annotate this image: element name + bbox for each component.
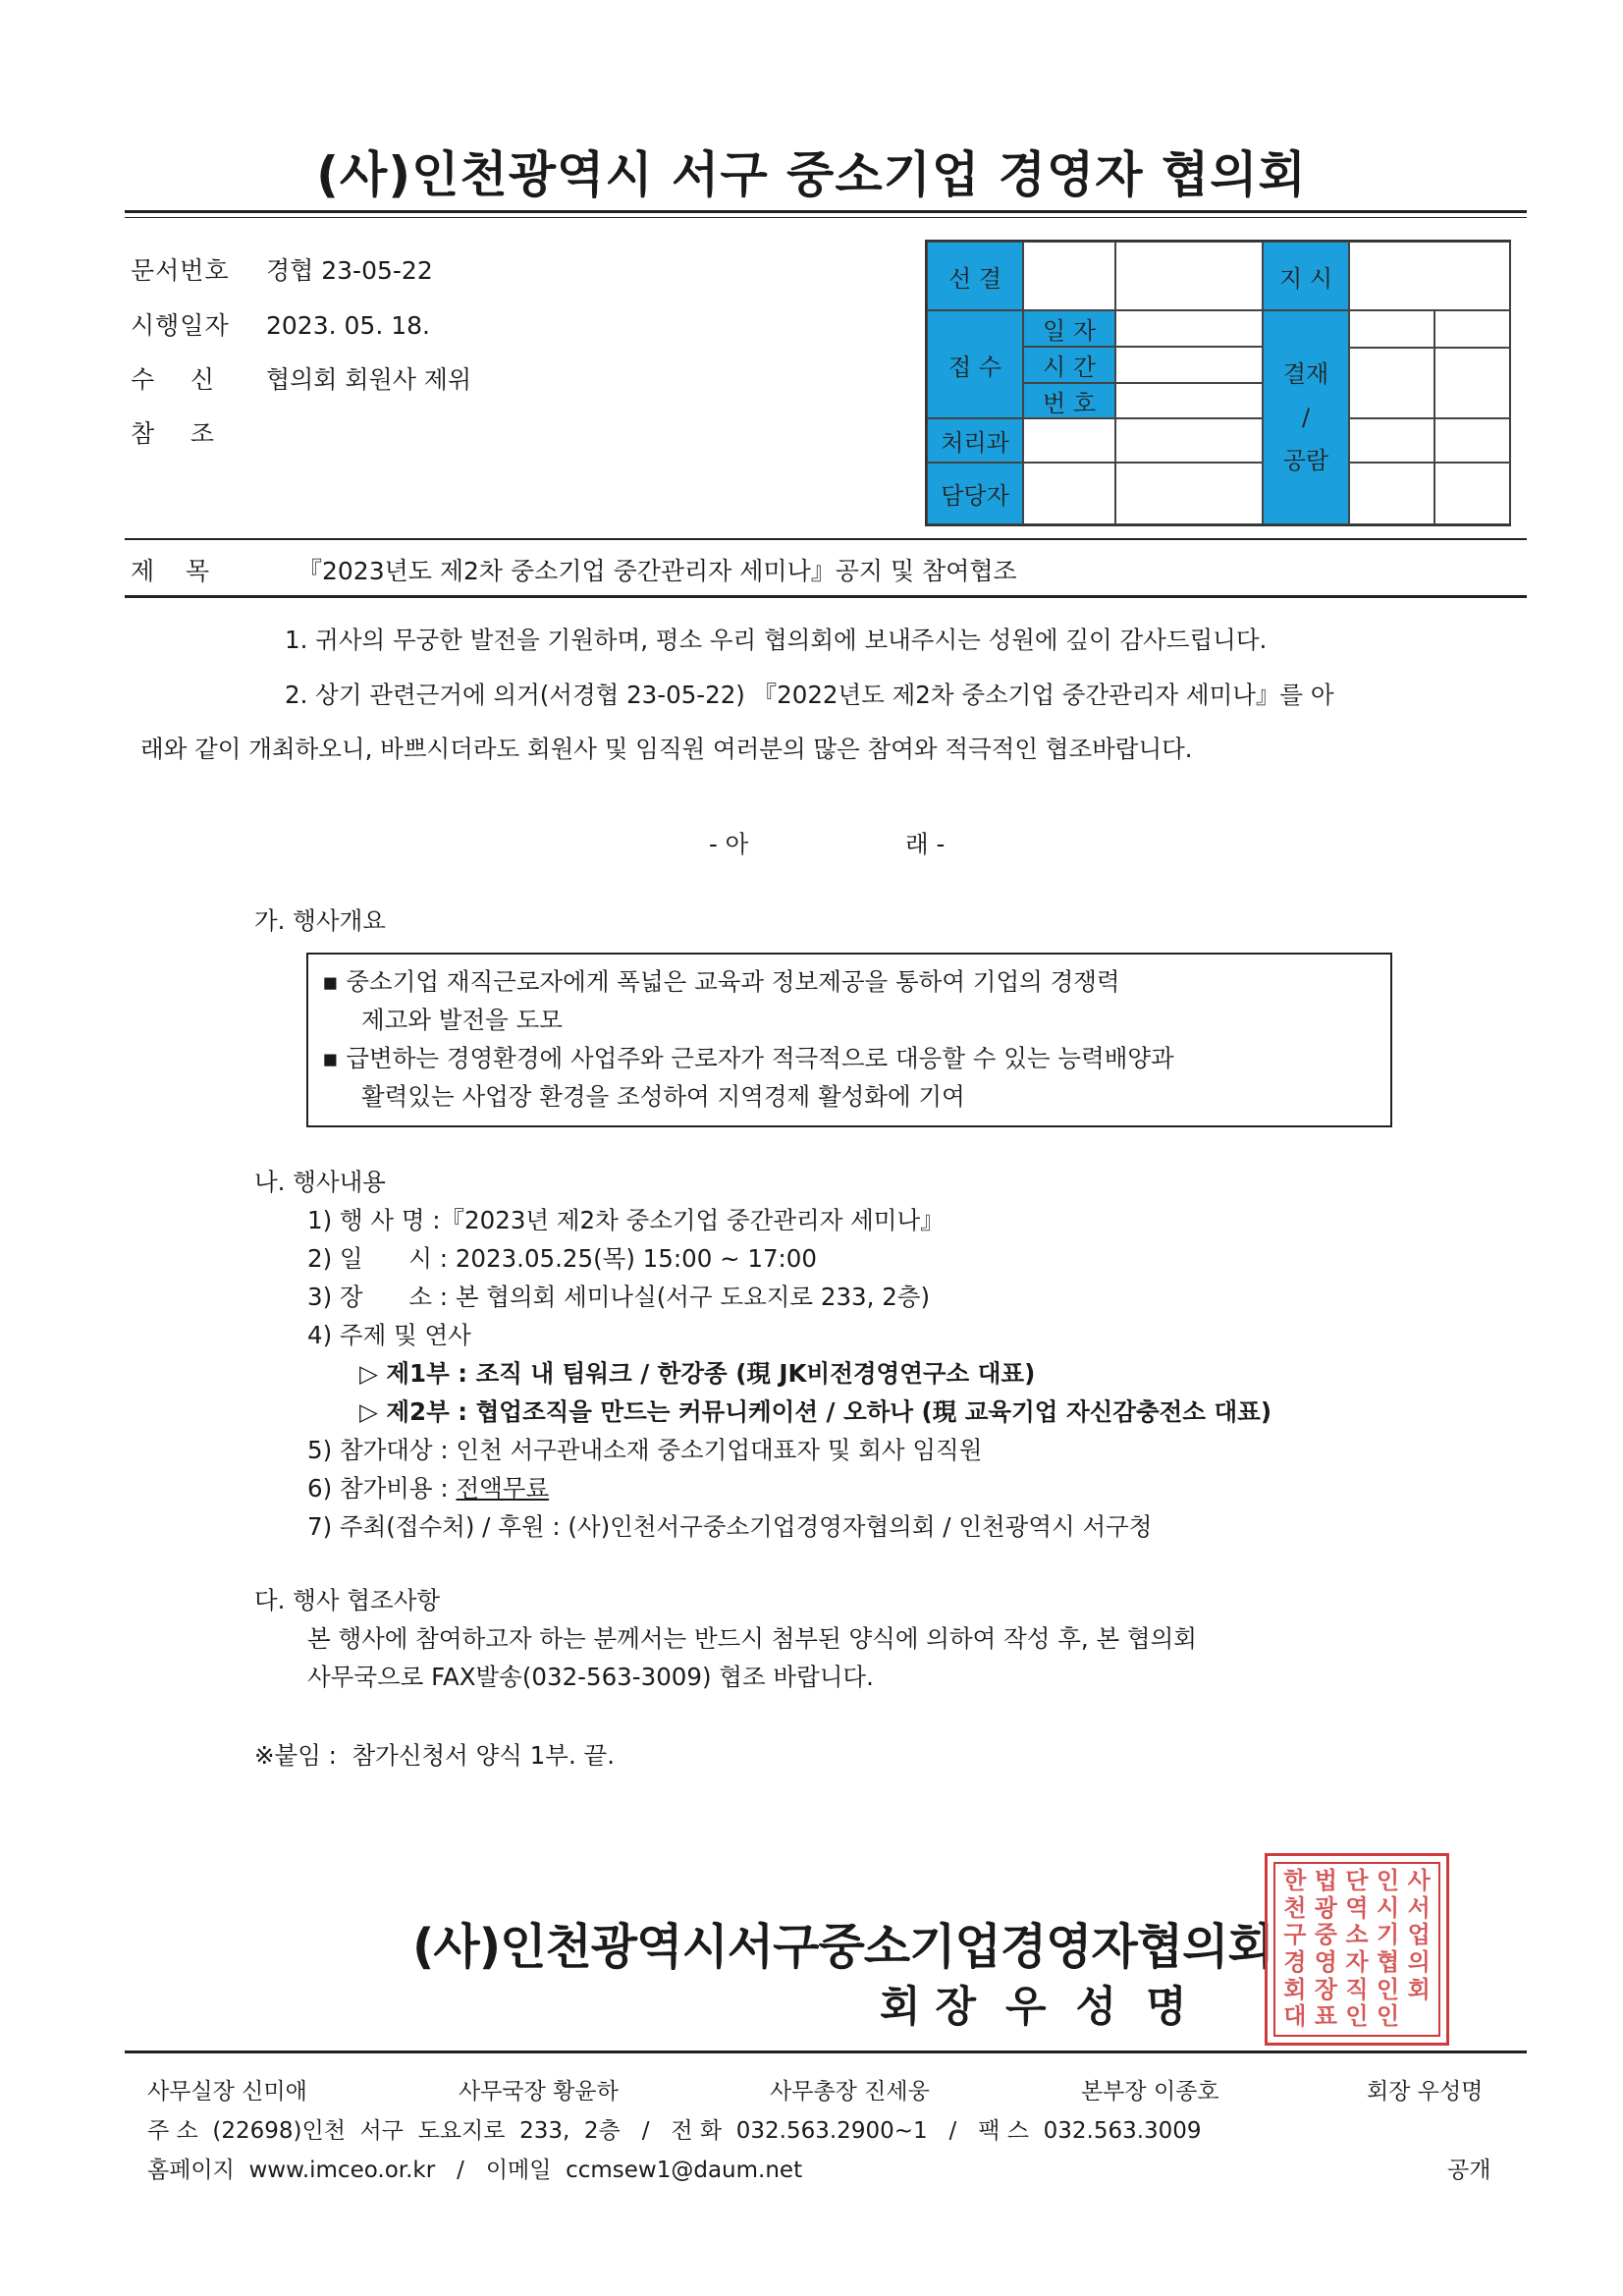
seal-char: 한 <box>1283 1867 1307 1894</box>
doc-number-value: 경협 23-05-22 <box>266 256 433 285</box>
title-divider-thick <box>125 210 1527 213</box>
receipt-number-label: 번 호 <box>1023 383 1115 418</box>
approval-cell <box>1434 348 1511 418</box>
cooperation-line-1: 본 행사에 참여하고자 하는 분께서는 반드시 첨부된 양식에 의하여 작성 후, 본 협의회 <box>307 1624 1197 1653</box>
approval-cell <box>1349 463 1434 524</box>
subject-top-divider <box>125 538 1527 540</box>
event-name: 1) 행 사 명 :『2023년 제2차 중소기업 중간관리자 세미나』 <box>307 1206 945 1234</box>
seal-char: 업 <box>1407 1921 1431 1949</box>
doc-number-row <box>131 251 433 287</box>
staff-chairman: 회장 우성명 <box>1367 2079 1484 2105</box>
review-label: 공람 <box>1282 447 1329 474</box>
handling-dept-cell-2 <box>1115 418 1263 463</box>
seal-char: 인 <box>1377 1867 1400 1894</box>
seal-char: 법 <box>1314 1867 1337 1894</box>
body-paragraph-2b: 래와 같이 개최하오니, 바쁘시더라도 회원사 및 임직원 여러분의 많은 참여와 적극적인 협조바랍니다. <box>140 735 1193 763</box>
title-divider-thin <box>125 217 1527 218</box>
seal-char: 구 <box>1283 1921 1307 1949</box>
approval-cell <box>1434 463 1511 524</box>
seal-characters <box>1279 1868 1434 2031</box>
seal-char: 영 <box>1314 1947 1337 1976</box>
staff-head-of-division: 본부장 이종호 <box>1081 2079 1219 2105</box>
approval-label: 결재 <box>1282 360 1329 388</box>
person-in-charge-cell-2 <box>1115 463 1263 524</box>
attachment-note: ※붙임 : 참가신청서 양식 1부. 끝. <box>254 1741 616 1770</box>
handling-dept-cell <box>1023 418 1115 463</box>
event-fee-label: 6) 참가비용 : <box>307 1474 457 1503</box>
cooperation-line-2: 사무국으로 FAX발송(032-563-3009) 협조 바랍니다. <box>307 1663 874 1691</box>
seal-char: 인 <box>1377 2002 1400 2031</box>
approval-cell <box>1349 348 1434 418</box>
recipient-row <box>131 360 471 396</box>
receipt-date-label: 일 자 <box>1023 310 1115 347</box>
staff-secretary-general: 사무총장 진세웅 <box>770 2079 930 2105</box>
issue-date-row <box>131 306 430 342</box>
notice-heading-right: 래 - <box>905 830 946 858</box>
receipt-time-cell <box>1115 347 1263 383</box>
overview-bullet-1b: 제고와 발전을 도모 <box>361 1006 563 1034</box>
seal-char: 자 <box>1345 1947 1369 1976</box>
pre-approval-cell-2 <box>1115 242 1263 310</box>
section-na-title: 나. 행사내용 <box>254 1168 386 1196</box>
person-in-charge-label: 담당자 <box>927 463 1023 524</box>
event-target: 5) 참가대상 : 인천 서구관내소재 중소기업대표자 및 회사 임직원 <box>307 1436 983 1464</box>
instruction-cell <box>1349 242 1511 310</box>
overview-bullet-2b: 활력있는 사업장 환경을 조성하여 지역경제 활성화에 기여 <box>361 1082 965 1111</box>
body-paragraph-1: 1. 귀사의 무궁한 발전을 기원하며, 평소 우리 협의회에 보내주시는 성원에 깊이 감사드립니다. <box>285 626 1268 654</box>
official-seal <box>1265 1853 1449 2046</box>
handling-dept-label: 처리과 <box>927 418 1023 463</box>
sender-organization: (사)인천광역시서구중소기업경영자협의회 <box>412 1919 1273 1975</box>
person-in-charge-cell <box>1023 463 1115 524</box>
session-2: ▷ 제2부 : 협업조직을 만드는 커뮤니케이션 / 오하나 (現 교육기업 자신감충전소 대표) <box>359 1397 1272 1426</box>
seal-char: 장 <box>1314 1975 1337 2003</box>
subject-label: 제 목 <box>131 557 210 585</box>
issue-date-label: 시행일자 <box>131 311 230 340</box>
seal-char: 경 <box>1283 1947 1307 1976</box>
staff-office-manager: 사무실장 신미애 <box>147 2079 307 2105</box>
approval-slash: / <box>1301 404 1311 431</box>
approval-cell <box>1349 418 1434 463</box>
seal-char: 회 <box>1283 1975 1307 2003</box>
staff-secretary-director: 사무국장 황윤하 <box>459 2079 619 2105</box>
disclosure-status: 공개 <box>1447 2158 1491 2183</box>
subject-row <box>131 552 1017 587</box>
approval-cell <box>1434 418 1511 463</box>
approval-cell <box>1349 310 1434 348</box>
section-da-title: 다. 행사 협조사항 <box>254 1586 441 1614</box>
seal-char: 단 <box>1345 1867 1369 1894</box>
event-fee-row <box>307 1469 549 1507</box>
approval-review-label <box>1263 310 1349 524</box>
seal-char: 대 <box>1283 2002 1307 2031</box>
document-title: (사)인천광역시 서구 중소기업 경영자 협의회 <box>316 146 1307 203</box>
seal-char: 표 <box>1314 2002 1337 2031</box>
contact-web-line: 홈페이지 www.imceo.or.kr / 이메일 ccmsew1@daum.net <box>147 2158 803 2183</box>
receipt-date-cell <box>1115 310 1263 347</box>
seal-char: 인 <box>1377 1975 1400 2003</box>
reference-row <box>131 414 266 450</box>
recipient-label: 수 신 <box>131 365 216 394</box>
seal-char: 기 <box>1377 1921 1400 1949</box>
seal-char: 광 <box>1314 1893 1337 1922</box>
pre-approval-cell <box>1023 242 1115 310</box>
seal-char: 협 <box>1377 1947 1400 1976</box>
issue-date-value: 2023. 05. 18. <box>266 311 430 340</box>
seal-char: 사 <box>1407 1867 1431 1894</box>
seal-char: 직 <box>1345 1975 1369 2003</box>
approval-cell <box>1434 310 1511 348</box>
reference-label: 참 조 <box>131 419 216 448</box>
notice-heading-left: - 아 <box>709 830 749 858</box>
contact-address-line: 주 소 (22698)인천 서구 도요지로 233, 2층 / 전 화 032.563.2900~1 / 팩 스 032.563.3009 <box>147 2118 1202 2144</box>
event-venue: 3) 장 소 : 본 협의회 세미나실(서구 도요지로 233, 2층) <box>307 1283 931 1311</box>
approval-table <box>925 240 1511 526</box>
event-overview-box <box>306 953 1392 1127</box>
doc-number-label: 문서번호 <box>131 256 230 285</box>
seal-char: 회 <box>1407 1975 1431 2003</box>
seal-char: 천 <box>1283 1893 1307 1922</box>
receipt-label: 접 수 <box>927 310 1023 418</box>
recipient-value: 협의회 회원사 제위 <box>266 365 472 394</box>
sender-chairman: 회 장 우 성 명 <box>880 1983 1187 2032</box>
seal-char: 역 <box>1345 1893 1369 1922</box>
seal-char: 중 <box>1314 1921 1337 1949</box>
event-fee-value: 전액무료 <box>456 1474 550 1503</box>
receipt-time-label: 시 간 <box>1023 347 1115 383</box>
event-datetime: 2) 일 시 : 2023.05.25(목) 15:00 ~ 17:00 <box>307 1244 817 1273</box>
overview-bullet-1a: ▪ 중소기업 재직근로자에게 폭넓은 교육과 정보제공을 통하여 기업의 경쟁력 <box>322 967 1120 996</box>
seal-char: 서 <box>1407 1893 1431 1922</box>
event-host-sponsor: 7) 주최(접수처) / 후원 : (사)인천서구중소기업경영자협의회 / 인천광역시 서구청 <box>307 1512 1153 1541</box>
seal-char: 소 <box>1345 1921 1369 1949</box>
seal-char: 시 <box>1377 1893 1400 1922</box>
seal-char: 의 <box>1407 1947 1431 1976</box>
session-1: ▷ 제1부 : 조직 내 팀워크 / 한강종 (現 JK비전경영연구소 대표) <box>359 1359 1036 1388</box>
receipt-number-cell <box>1115 383 1263 418</box>
pre-approval-label: 선 결 <box>927 242 1023 310</box>
subject-text: 『2023년도 제2차 중소기업 중간관리자 세미나』공지 및 참여협조 <box>298 557 1017 585</box>
instruction-label: 지 시 <box>1263 242 1349 310</box>
section-ga-title: 가. 행사개요 <box>254 906 386 935</box>
event-topics-speakers: 4) 주제 및 연사 <box>307 1321 471 1349</box>
subject-bottom-divider <box>125 595 1527 598</box>
footer-divider <box>125 2050 1527 2053</box>
overview-bullet-2a: ▪ 급변하는 경영환경에 사업주와 근로자가 적극적으로 대응할 수 있는 능력배양과 <box>322 1044 1174 1072</box>
seal-char: 인 <box>1345 2002 1369 2031</box>
body-paragraph-2a: 2. 상기 관련근거에 의거(서경협 23-05-22) 『2022년도 제2차 중소기업 중간관리자 세미나』를 아 <box>285 681 1334 709</box>
